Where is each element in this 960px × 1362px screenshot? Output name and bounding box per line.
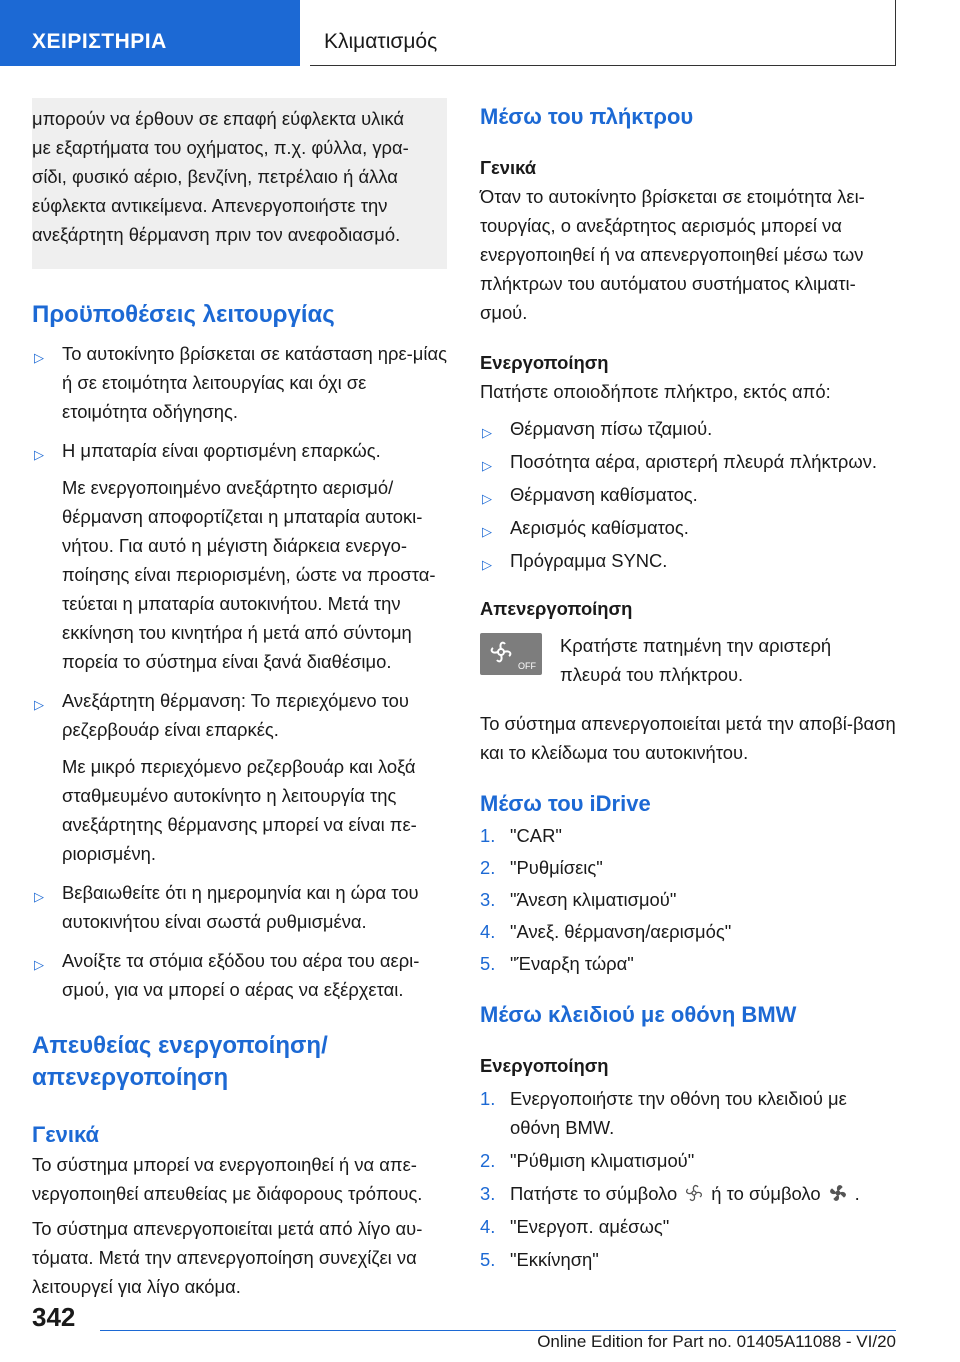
footer-edition: Online Edition for Part no. 01405A11088 - VI/20 <box>537 1332 896 1351</box>
triangle-bullet-icon: ▷ <box>482 524 492 539</box>
triangle-bullet-icon: ▷ <box>482 425 492 440</box>
left-column <box>32 98 447 1301</box>
right-column <box>480 98 898 1274</box>
triangle-bullet-icon: ▷ <box>34 889 44 904</box>
key-steps-list <box>480 1084 898 1274</box>
note-line: εύφλεκτα αντικείμενα. Απενεργοποιήστε την <box>32 195 388 216</box>
deactivation-row <box>480 633 898 689</box>
list-item: 4. "Ενεργοπ. αμέσως" <box>480 1216 670 1237</box>
list-item: ▷ Ανοίξτε τα στόμια εξόδου του αέρα του αερι-σμού, για να μπορεί ο αέρας να εξέρχεται. <box>34 950 420 1000</box>
list-item: 5. "Έναρξη τώρα" <box>480 953 634 974</box>
list-item: 5. "Εκκίνηση" <box>480 1249 599 1270</box>
general-subheading: Γενικά <box>480 157 537 178</box>
fan-filled-icon <box>827 1183 849 1203</box>
note-line: σίδι, φυσικό αέριο, βενζίνη, πετρέλαιο ή άλλα <box>32 166 398 187</box>
header-section-label: ΧΕΙΡΙΣΤΗΡΙΑ <box>32 30 167 53</box>
idrive-steps-list <box>480 821 898 978</box>
via-idrive-heading: Μέσω του iDrive <box>480 791 651 816</box>
triangle-bullet-icon: ▷ <box>34 957 44 972</box>
general-subheading: Γενικά <box>32 1122 100 1147</box>
note-line: μπορούν να έρθουν σε επαφή εύφλεκτα υλικά <box>32 108 405 129</box>
footer-divider <box>100 1330 896 1331</box>
list-item: 1. Ενεργοποιήστε την οθόνη του κλειδιού με οθόνη BMW. <box>480 1088 847 1138</box>
fan-outline-icon <box>683 1183 705 1203</box>
list-item: ▷ Αερισμός καθίσματος. <box>480 513 898 542</box>
deactivation-subheading: Απενεργοποίηση <box>480 598 633 619</box>
activation-subheading: Ενεργοποίηση <box>480 352 609 373</box>
via-button-heading: Μέσω του πλήκτρου <box>480 104 694 129</box>
page-number: 342 <box>32 1302 76 1332</box>
fan-off-button-icon: OFF <box>480 633 542 675</box>
list-item: 4. "Ανεξ. θέρμανση/αερισμός" <box>480 921 732 942</box>
list-item: ▷ Η μπαταρία είναι φορτισμένη επαρκώς. Με ενεργοποιημένο ανεξάρτητο αερισμό/ θέρμανση αποφορτίζεται η μπαταρία αυτοκι-νήτου. Για αυτό η μέγιστη διάρκεια ενεργο-ποίησης είναι περιορισμένη, ώστε να προστα-τεύεται η μπαταρία αυτοκινήτου. Μετά την εκκίνηση του κινητήρα ή μετά από σύντομη πορεία το σύστημα είναι ξανά διαθέσιμο. <box>34 440 436 672</box>
direct-activation-heading: Απευθείας ενεργοποίηση/ απενεργοποίηση <box>32 1032 328 1091</box>
list-item: 3. Πατήστε το σύμβολο ή το σύμβολο . <box>480 1183 860 1204</box>
header-chapter-label: Κλιματισμός <box>324 30 438 53</box>
list-item: 1. "CAR" <box>480 825 562 846</box>
note-line: με εξαρτήματα του οχήματος, π.χ. φύλλα, γρα- <box>32 137 409 158</box>
prereq-list <box>32 339 447 1004</box>
warning-note-box <box>32 98 447 269</box>
list-item: ▷ Πρόγραμμα SYNC. <box>480 546 898 575</box>
prereq-heading: Προϋποθέσεις λειτουργίας <box>32 301 335 328</box>
note-line: ανεξάρτητη θέρμανση πριν τον ανεφοδιασμό. <box>32 224 401 245</box>
list-item: ▷ Βεβαιωθείτε ότι η ημερομηνία και η ώρα του αυτοκινήτου είναι σωστά ρυθμισμένα. <box>34 882 419 932</box>
deactivation-paragraph: Το σύστημα απενεργοποιείται μετά την αποβί-βαση και το κλείδωμα του αυτοκινήτου. <box>480 713 896 763</box>
activation-paragraph: Πατήστε οποιοδήποτε πλήκτρο, εκτός από: <box>480 381 831 402</box>
general-paragraph: Όταν το αυτοκίνητο βρίσκεται σε ετοιμότητα λει-τουργίας, ο ανεξάρτητος αερισμός μπορεί να ενεργοποιηθεί ή να απενεργοποιηθεί μέσω των πλήκτρων του αυτόματου συστήματος κλιματι-σμού. <box>480 186 865 323</box>
list-item: 3. "Άνεση κλιματισμού" <box>480 889 677 910</box>
header-chapter-box <box>310 0 896 66</box>
triangle-bullet-icon: ▷ <box>482 458 492 473</box>
general-paragraph: Το σύστημα μπορεί να ενεργοποιηθεί ή να απε-νεργοποιηθεί απευθείας με διάφορους τρόπους. <box>32 1154 423 1204</box>
triangle-bullet-icon: ▷ <box>482 557 492 572</box>
list-item: ▷ Ανεξάρτητη θέρμανση: Το περιεχόμενο του ρεζερβουάρ είναι επαρκές. Με μικρό περιεχόμενο ρεζερβουάρ και λοξά σταθμευμένο αυτοκίνητο η λειτουργία της ανεξάρτητης θέρμανσης μπορεί να είναι πε-ριορισμένη. <box>34 690 417 864</box>
list-item: 2. "Ρύθμιση κλιματισμού" <box>480 1150 695 1171</box>
fan-icon <box>488 639 514 665</box>
via-key-heading: Μέσω κλειδιού με οθόνη BMW <box>480 1002 797 1027</box>
key-activation-subheading: Ενεργοποίηση <box>480 1055 609 1076</box>
triangle-bullet-icon: ▷ <box>34 447 44 462</box>
deactivation-icon-text: Κρατήστε πατημένη την αριστερή πλευρά του πλήκτρου. <box>560 635 832 685</box>
list-item: 2. "Ρυθμίσεις" <box>480 857 603 878</box>
triangle-bullet-icon: ▷ <box>482 491 492 506</box>
list-item: ▷ Θέρμανση καθίσματος. <box>480 480 898 509</box>
list-item: ▷ Το αυτοκίνητο βρίσκεται σε κατάσταση ηρε-μίας ή σε ετοιμότητα λειτουργίας και όχι σε ετοιμότητα οδήγησης. <box>34 343 447 422</box>
triangle-bullet-icon: ▷ <box>34 697 44 712</box>
activation-exceptions-list <box>480 414 898 575</box>
list-item: ▷ Θέρμανση πίσω τζαμιού. <box>480 414 898 443</box>
header-section-tab <box>0 0 300 66</box>
general-paragraph: Το σύστημα απενεργοποιείται μετά από λίγο αυ-τόματα. Μετά την απενεργοποίηση συνεχίζει να λειτουργεί για λίγο ακόμα. <box>32 1218 423 1297</box>
triangle-bullet-icon: ▷ <box>34 350 44 365</box>
list-item: ▷ Ποσότητα αέρα, αριστερή πλευρά πλήκτρων. <box>480 447 898 476</box>
